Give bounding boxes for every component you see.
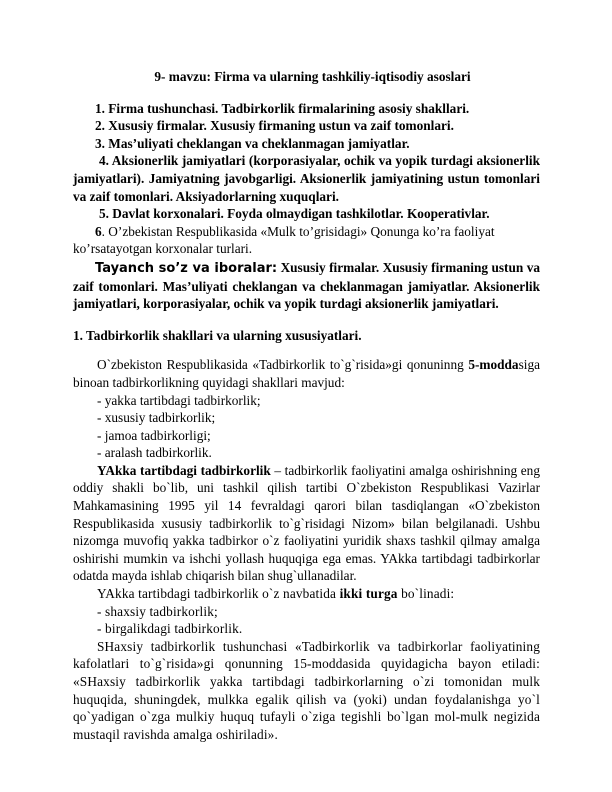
plan-item-1: 1. Firma tushunchasi. Tadbirkorlik firmalarining asosiy shakllari. [95,100,470,116]
plan-item-6-number: 6 [95,223,102,239]
section-heading: 1. Tadbirkorlik shakllari va ularning xususiyatlari. [73,327,362,343]
plan-item-6-text: . O’zbekistan Respublikasida «Mulk to’grisidagi» Qonunga ko’ra faoliyat ko’rsatayotgan korxonalar turlari. [73,223,495,257]
paragraph-individual-entrepreneurship [73,462,540,585]
list-item-form-2: - xususiy tadbirkorlik; [97,410,216,426]
para2-text: – tadbirkorlik faoliyatini amalga oshirishning eng oddiy shakli bo`lib, uni tashkil qilish tartibi O`zbekiston Respublikasi Vazirlar Mahkamasining 1995 yil 14 fevraldagi qarori bilan tasdiqlangan «O`zbekiston Respublikasida xususiy tadbirkorlik to`g`risidagi Nizom» bilan belgilanadi. Ushbu nizomga muvofiq yakka tadbirkor o`z faoliyatini yuridik shaxs tashkil qilmay amalga oshirishi mumkin va ishchi yollash huquqiga ega emas. YAkka tartibdagi tadbirkorlar odatda mayda ishlab chiqarish bilan shug`ullanadilar. [73,462,540,584]
para3-term: ikki turga [339,586,398,602]
para1-text-a: O`zbekiston Respublikasida «Tadbirkorlik to`g`risida»gi qonuninng [97,357,469,373]
para1-text-c: siga binoan tadbirkorlikning quyidagi shakllari mavjud: [73,357,540,390]
topic-plan [73,100,540,258]
paragraph-two-types [73,585,540,603]
section-body [73,356,540,743]
list-item-form-1: - yakka tartibdagi tadbirkorlik; [97,392,261,408]
page-title: 9- mavzu: Firma va ularning tashkiliy-iqtisodiy asoslari [154,69,471,84]
keywords-block [73,259,540,313]
para3-text-a: YAkka tartibdagi tadbirkorlik o`z navbatida [97,586,340,602]
keywords-label: Tayanch so’z va iboralar: [95,260,278,276]
list-item-form-3: - jamoa tadbirkorligi; [97,427,211,443]
para2-term: YAkka tartibdagi tadbirkorlik [97,462,271,478]
list-item-type-2: - birgalikdagi tadbirkorlik. [97,621,243,637]
plan-item-6 [73,223,540,258]
plan-item-4: 4. Aksionerlik jamiyatlari (korporasiyalar, ochik va yopik turdagi aksionerlik jamiyatlari). Jamiyatning javobgarligi. Aksionerlik jamiyatining ustun tomonlari va zaif tomonlari. Aksiyadorlarning xuquqlari. [73,153,540,204]
paragraph-personal-entrepreneurship: SHaxsiy tadbirkorlik tushunchasi «Tadbirkorlik va tadbirkorlar faoliyatining kafolatlari to`g`risida»gi qonunning 15-moddasida quyidagicha bayon etiladi: «SHaxsiy tadbirkorlik yakka tartibdagi tadbirkorlarning o`zi tomonidan mulk huquqida, shuningdek, mulkka egalik qilish va (yoki) undan foydalanishga yo`l qo`yadigan o`zga mulkiy huquq tufayli o`ziga tegishli bo`lgan mol-mulk negizida mustaqil ravishda amalga oshiriladi». [73,638,540,742]
plan-item-2: 2. Xususiy firmalar. Xususiy firmaning ustun va zaif tomonlari. [95,118,454,134]
list-item-form-4: - aralash tadbirkorlik. [97,445,212,461]
paragraph-forms-intro [73,356,540,391]
keywords-text: Xususiy firmalar. Xususiy firmaning ustun va zaif tomonlari. Mas’uliyati cheklangan va cheklanmagan jamiyatlar. Aksionerlik jamiyatlari, korporasiyalar, ochik va yopik turdagi aksionerlik jamiyatlari. [73,259,541,312]
list-item-type-1: - shaxsiy tadbirkorlik; [97,603,218,619]
plan-item-5: 5. Davlat korxonalari. Foyda olmaydigan tashkilotlar. Kooperativlar. [99,206,490,222]
para1-article: 5-modda [468,357,519,373]
para3-text-c: bo`linadi: [397,586,455,602]
plan-item-3: 3. Mas’uliyati cheklangan va cheklanmagan jamiyatlar. [95,135,410,151]
